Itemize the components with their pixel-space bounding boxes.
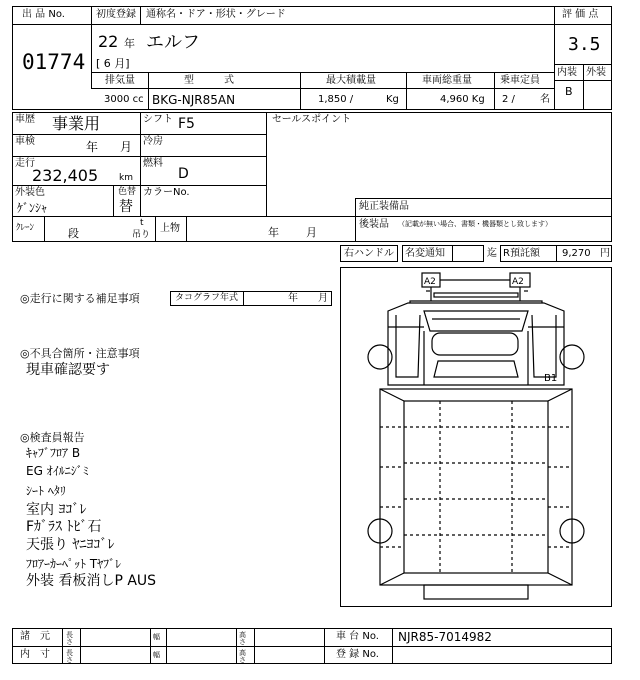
inspector-line: ｷｬﾌﾞﾌﾛｱ B — [26, 446, 81, 460]
lot-no-label: 出 品 No. — [22, 9, 65, 20]
gross-weight: 4,960 Kg — [440, 94, 485, 105]
int-grade: B — [565, 85, 573, 98]
inspector-line: ﾌﾛｱｰｶｰﾍﾟｯﾄ Tﾔﾌﾞﾚ — [26, 557, 122, 571]
tacho-label: タコグラフ年式 — [175, 293, 239, 303]
int-label: 内装 — [557, 67, 577, 78]
width-label: 幅 — [153, 651, 160, 659]
upper-label: 上物 — [160, 223, 180, 234]
maxload-label: 最大積載量 — [326, 75, 376, 86]
reg-label: 登 録 No. — [336, 649, 379, 660]
height-label: 高さ — [239, 649, 246, 664]
chassis-label: 車 台 No. — [336, 631, 379, 642]
deposit-value: 9,270 — [562, 248, 591, 259]
odo-prefix: 迄 — [487, 248, 497, 259]
history-label: 車歴 — [15, 114, 35, 125]
fuel-label: 燃料 — [143, 158, 163, 169]
chassis-no: NJR85-7014982 — [398, 630, 492, 644]
score-label: 評 価 点 — [562, 9, 599, 20]
fuel: D — [178, 166, 189, 182]
length-label: 長さ — [66, 631, 73, 646]
color-label: 外装色 — [15, 187, 45, 198]
height-label: 高さ — [239, 631, 246, 646]
damage-mark: A2 — [424, 277, 436, 287]
length-label: 長さ — [66, 649, 73, 664]
inspector-label: ◎検査員報告 — [20, 431, 85, 444]
max-load: 1,850 / — [318, 94, 354, 105]
genuine-label: 純正装備品 — [359, 201, 409, 212]
reg-year-unit: 年 — [124, 37, 135, 50]
defect-label: ◎不具合箇所・注意事項 — [20, 347, 140, 360]
rhd-label: 右ハンドル — [344, 248, 394, 259]
inspector-line: EG ｵｲﾙﾆｼﾞﾐ — [26, 464, 89, 478]
tacho-month: 月 — [318, 293, 328, 304]
shift: F5 — [178, 116, 195, 132]
inspector-line: 室内 ﾖｺﾞﾚ — [26, 502, 87, 518]
name-label: 通称名・ドア・形状・グレード — [146, 9, 286, 20]
inspection-label: 車検 — [15, 136, 35, 147]
color: ｹﾞﾝｼｬ — [17, 201, 48, 215]
crane-step: 段 — [68, 227, 79, 240]
sales-point-label: セールスポイント — [272, 114, 352, 125]
inspector-line: 外装 看板消しP AUS — [26, 573, 157, 589]
crane-t: t — [140, 218, 144, 228]
color-no-label: カラーNo. — [143, 187, 190, 198]
max-load-unit: Kg — [386, 94, 399, 105]
inspector-line: ｼｰﾄ ﾍﾀﾘ — [26, 484, 66, 498]
shift-label: シフト — [143, 114, 173, 125]
damage-mark: B1 — [544, 373, 558, 384]
inner-label: 内 寸 — [20, 649, 50, 660]
inspection-year-unit: 年 — [86, 140, 99, 154]
name-change-label: 名変通知 — [405, 248, 445, 259]
crane-hang: 吊り — [132, 230, 151, 240]
disp-label: 排気量 — [105, 75, 135, 86]
color-change-label: 色替 — [118, 187, 137, 197]
car-name: エルフ — [146, 32, 200, 53]
upper-year: 年 — [268, 226, 279, 239]
width-label: 幅 — [153, 633, 160, 641]
mileage: 232,405 — [32, 166, 99, 185]
aftermarket-label: 後装品 — [359, 219, 389, 230]
model-label: 型 式 — [184, 75, 234, 86]
color-change: 替 — [119, 199, 133, 215]
lot-no: 01774 — [22, 50, 86, 74]
upper-month: 月 — [306, 226, 317, 239]
model-code: BKG-NJR85AN — [152, 93, 236, 107]
truck-diagram — [340, 267, 612, 607]
score: 3.5 — [568, 34, 601, 55]
capacity-label: 乗車定員 — [500, 75, 540, 86]
driving-notes-label: ◎走行に関する補足事項 — [20, 292, 140, 305]
deposit-label: R預託額 — [503, 248, 540, 259]
ext-label: 外装 — [586, 67, 606, 78]
inspection-month-unit: 月 — [120, 140, 133, 154]
mileage-unit: km — [119, 173, 133, 183]
deposit-unit: 円 — [600, 248, 610, 259]
crane-label: ｸﾚｰﾝ — [16, 223, 35, 233]
reg-year: 22 — [98, 32, 119, 51]
gross-label: 車両総重量 — [422, 75, 472, 86]
defect-text: 現車確認要す — [26, 362, 110, 378]
reg-month: [ 6 月] — [96, 57, 130, 70]
mileage-label: 走行 — [15, 158, 35, 169]
capacity: 2 / — [502, 94, 515, 105]
aftermarket-note: （記載が無い場合、書類・機器類とし致します） — [398, 220, 552, 228]
displacement: 3000 cc — [104, 94, 144, 105]
inspector-line: Fｶﾞﾗｽ ﾄﾋﾞ石 — [26, 519, 102, 535]
inspector-line: 天張り ﾔﾆﾖｺﾞﾚ — [26, 537, 115, 553]
tacho-year: 年 — [288, 293, 298, 304]
first-reg-label: 初度登録 — [96, 9, 136, 20]
damage-mark: A2 — [512, 277, 524, 287]
capacity-unit: 名 — [540, 94, 550, 105]
ac-label: 冷房 — [143, 136, 163, 147]
history: 事業用 — [52, 114, 101, 133]
dims-label: 諸 元 — [20, 631, 50, 642]
